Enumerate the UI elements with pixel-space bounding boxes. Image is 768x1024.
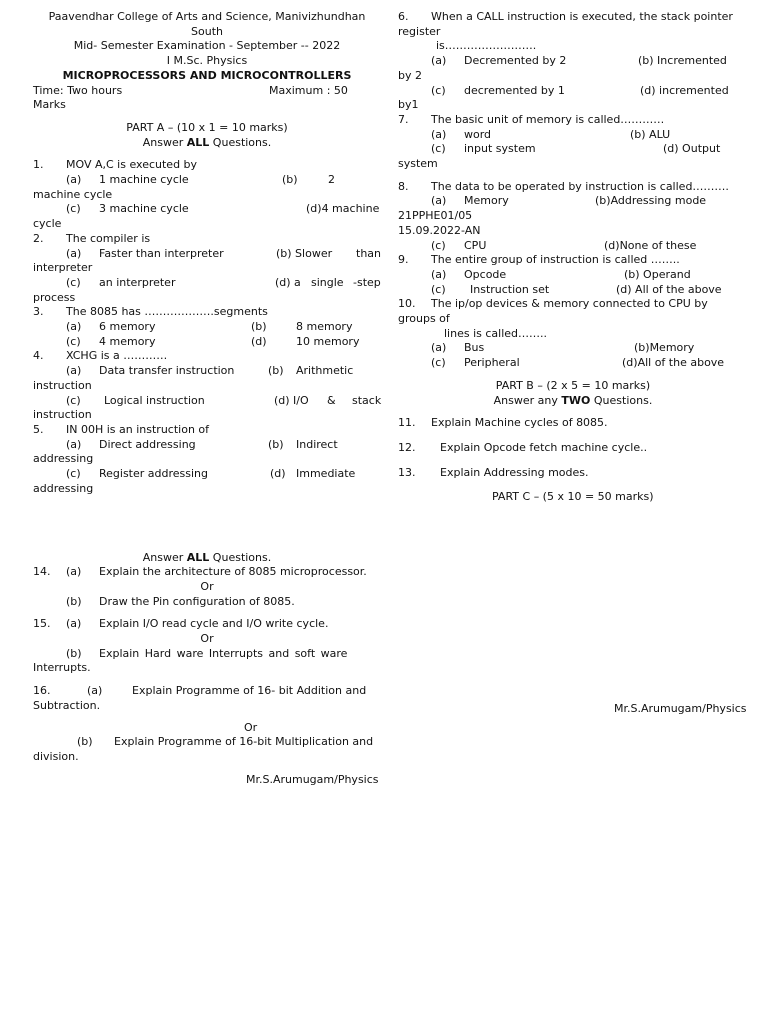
max-marks-label: Maximum : 50	[269, 83, 348, 97]
q6-cont: register	[398, 24, 441, 38]
q3-options-ab: (a) 6 memory (b) 8 memory	[66, 320, 353, 334]
question-8: 8. The data to be operated by instruction is called……….	[398, 179, 729, 193]
time-label: Time: Two hours	[33, 83, 123, 97]
q9-options-cd: (c) Instruction set (d) All of the above	[431, 282, 722, 296]
question-16b: (b) Explain Programme of 16-bit Multiplication and	[77, 735, 374, 749]
question-10: 10. The ip/op devices & memory connected to CPU by	[398, 297, 708, 311]
question-5: 5. IN 00H is an instruction of	[33, 422, 210, 436]
question-9: 9. The entire group of instruction is called ……..	[398, 253, 680, 267]
q16-a-cont: Subtraction.	[33, 698, 101, 712]
question-11: 11. Explain Machine cycles of 8085.	[398, 416, 608, 430]
q5-options-cd: (c) Register addressing (d) Immediate	[66, 467, 356, 481]
signature-right: Mr.S.Arumugam/Physics	[614, 702, 747, 715]
q5-d-cont: addressing	[33, 481, 94, 495]
question-2: 2. The compiler is	[33, 231, 151, 245]
q1-options-ab: (a) 1 machine cycle (b) 2	[66, 173, 335, 187]
max-marks-cont: Marks	[33, 98, 66, 112]
subject-title: MICROPROCESSORS AND MICROCONTROLLERS	[62, 68, 352, 82]
question-4: 4. XCHG is a …………	[33, 349, 168, 363]
question-14a: 14. (a) Explain the architecture of 8085 microprocessor.	[33, 565, 367, 579]
q10-cont2: lines is called……..	[444, 326, 548, 340]
question-6: 6. When a CALL instruction is executed, the stack pointer	[398, 10, 733, 23]
q6-cont2: is…………………….	[436, 39, 537, 53]
q9-options-ab: (a) Opcode (b) Operand	[431, 267, 691, 281]
question-13: 13. Explain Addressing modes.	[398, 465, 589, 479]
q16-b-cont: division.	[33, 749, 79, 763]
q5-options-ab: (a) Direct addressing (b) Indirect	[66, 437, 338, 451]
signature-left: Mr.S.Arumugam/Physics	[246, 772, 379, 786]
question-1: 1. MOV A,C is executed by	[33, 158, 198, 172]
part-a-title: PART A – (10 x 1 = 10 marks)	[126, 120, 288, 134]
q10-options-cd: (c) Peripheral (d)All of the above	[431, 356, 725, 370]
q10-cont: groups of	[398, 312, 450, 326]
q16-or: Or	[244, 720, 258, 734]
college-name: Paavendhar College of Arts and Science, Manivizhundhan	[48, 10, 366, 23]
q2-b-cont: interpreter	[33, 261, 93, 275]
q7-d-cont: system	[398, 157, 438, 171]
q3-options-cd: (c) 4 memory (d) 10 memory	[66, 334, 360, 348]
class-name: I M.Sc. Physics	[166, 54, 248, 68]
part-c-title: PART C – (5 x 10 = 50 marks)	[492, 490, 654, 504]
exam-title: Mid- Semester Examination - September -- 2022	[73, 39, 341, 53]
q2-options-cd: (c) an interpreter (d) a single -step	[66, 275, 381, 289]
question-15b: (b) Explain Hard ware Interrupts and soft ware	[66, 646, 348, 660]
q6-d-cont: by1	[398, 98, 419, 112]
q7-options-ab: (a) word (b) ALU	[431, 127, 671, 141]
q2-d-cont: process	[33, 290, 76, 304]
question-16a: 16. (a) Explain Programme of 16- bit Addition and	[33, 684, 367, 698]
q1-b-cont: machine cycle	[33, 187, 113, 201]
q6-options-ab: (a) Decremented by 2 (b) Incremented	[431, 54, 727, 68]
q4-options-cd: (c) Logical instruction (d) I/O & stack	[66, 393, 382, 407]
part-c-instruction: Answer ALL Questions.	[142, 550, 272, 564]
q5-b-cont: addressing	[33, 452, 94, 466]
q4-b-cont: instruction	[33, 378, 92, 392]
exam-date: 15.09.2022-AN	[398, 223, 481, 237]
paper-code: 21PPHE01/05	[398, 209, 473, 223]
right-column	[398, 10, 748, 505]
q4-options-ab: (a) Data transfer instruction (b) Arithmetic	[66, 364, 354, 378]
q15-or: Or	[200, 632, 214, 646]
q15-b-cont: Interrupts.	[33, 661, 91, 675]
q14-or: Or	[200, 579, 214, 593]
question-15a: 15. (a) Explain I/O read cycle and I/O write cycle.	[33, 617, 329, 631]
q6-b-cont: by 2	[398, 68, 422, 82]
left-column	[33, 10, 381, 787]
part-a-instruction: Answer ALL Questions.	[142, 135, 272, 149]
question-14b: (b) Draw the Pin configuration of 8085.	[66, 594, 295, 608]
time-line	[33, 84, 381, 99]
q7-options-cd: (c) input system (d) Output	[431, 142, 721, 156]
college-name-cont: South	[191, 24, 223, 38]
q1-d-cont: cycle	[33, 217, 62, 231]
question-3: 3. The 8085 has ……………….segments	[33, 305, 268, 319]
q4-d-cont: instruction	[33, 408, 92, 422]
q10-options-ab: (a) Bus (b)Memory	[431, 341, 695, 355]
q1-options-cd: (c) 3 machine cycle (d)4 machine	[66, 202, 380, 216]
q6-options-cd: (c) decremented by 1 (d) incremented	[431, 83, 729, 97]
question-7: 7. The basic unit of memory is called…………	[398, 112, 665, 126]
question-12: 12. Explain Opcode fetch machine cycle..	[398, 440, 648, 454]
part-b-instruction: Answer any TWO Questions.	[493, 393, 653, 407]
part-b-title: PART B – (2 x 5 = 10 marks)	[495, 378, 651, 392]
q2-options-ab: (a) Faster than interpreter (b) Slower than	[66, 246, 381, 260]
q8-options-ab: (a) Memory (b)Addressing mode	[431, 194, 707, 208]
q8-options-cd: (c) CPU (d)None of these	[431, 238, 697, 252]
